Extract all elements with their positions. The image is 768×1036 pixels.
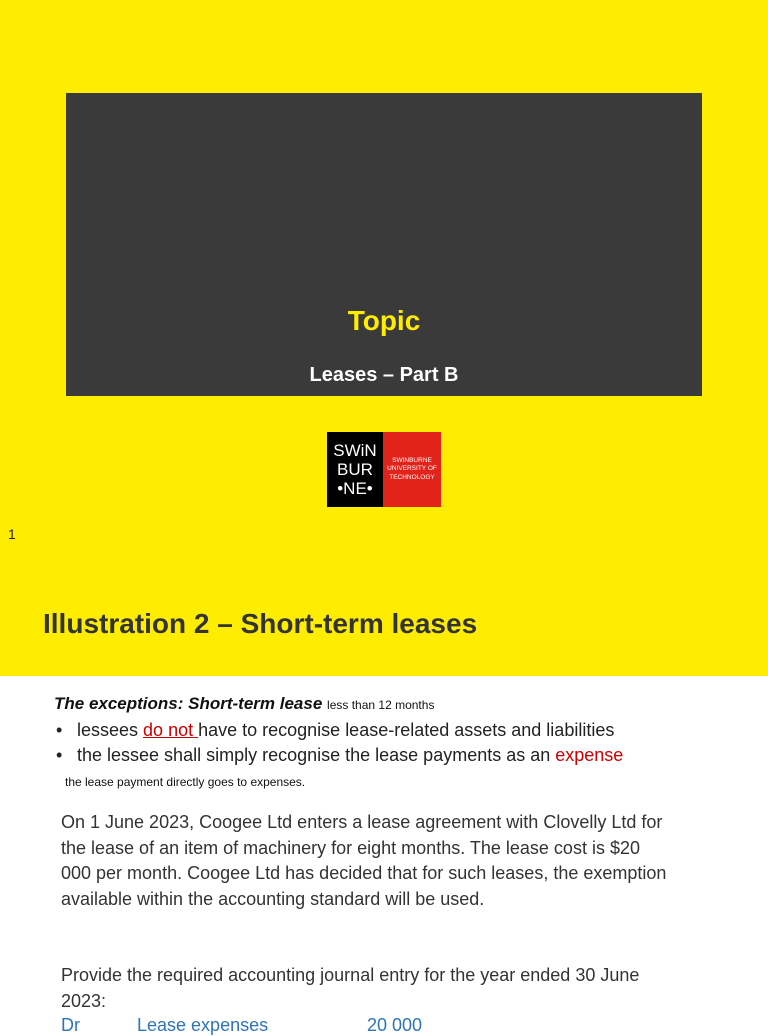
scenario-paragraph: On 1 June 2023, Coogee Ltd enters a lease agreement with Clovelly Ltd for the lease of an item of machinery for eight months. The lease cost is $20 000 per month. Coogee Ltd has decided that for such leases, the exemption available within the accounting standard will be used. (61, 812, 667, 909)
logo-wordmark-line: BUR (337, 460, 373, 479)
bullet-highlight: expense (555, 745, 624, 765)
bullet-text: the lessee shall simply recognise the lease payments as an (77, 745, 556, 765)
bullet-text: lessees (77, 720, 144, 740)
journal-account: Lease expenses (137, 1015, 269, 1035)
topic-subtitle: Leases – Part B (309, 364, 459, 386)
exception-note: less than 12 months (327, 698, 435, 712)
bullet-text: have to recognise lease-related assets and liabilities (198, 720, 615, 740)
logo-tagline-line: SWINBURNE (392, 456, 432, 464)
swinburne-logo (327, 432, 441, 507)
journal-dr: Dr (61, 1015, 80, 1035)
logo-tagline-line: TECHNOLOGY (389, 473, 435, 481)
exception-line (54, 694, 434, 714)
title-box (66, 93, 702, 396)
journal-amount: 20 000 (367, 1015, 423, 1035)
slide-header (0, 576, 768, 676)
slide-body (0, 676, 768, 1035)
question-paragraph: Provide the required accounting journal entry for the year ended 30 June 2023: (61, 965, 640, 1011)
logo-wordmark-line: •NE• (337, 479, 373, 498)
bullet-item (54, 743, 623, 768)
logo-tagline (383, 432, 441, 507)
logo-wordmark-line: SWiN (333, 441, 377, 460)
logo-wordmark (327, 432, 383, 507)
bullet-item (54, 718, 623, 743)
journal-entry (61, 1015, 422, 1036)
logo-tagline-line: UNIVERSITY OF (387, 465, 437, 473)
exception-label: The exceptions: Short-term lease (54, 694, 323, 713)
bullet-list (54, 718, 623, 768)
bullet-highlight: do not (143, 720, 199, 740)
handwritten-note: the lease payment directly goes to expenses. (65, 775, 306, 789)
slide-title: Illustration 2 – Short-term leases (43, 608, 478, 639)
page-number: 1 (8, 526, 16, 542)
topic-heading: Topic (347, 305, 421, 336)
